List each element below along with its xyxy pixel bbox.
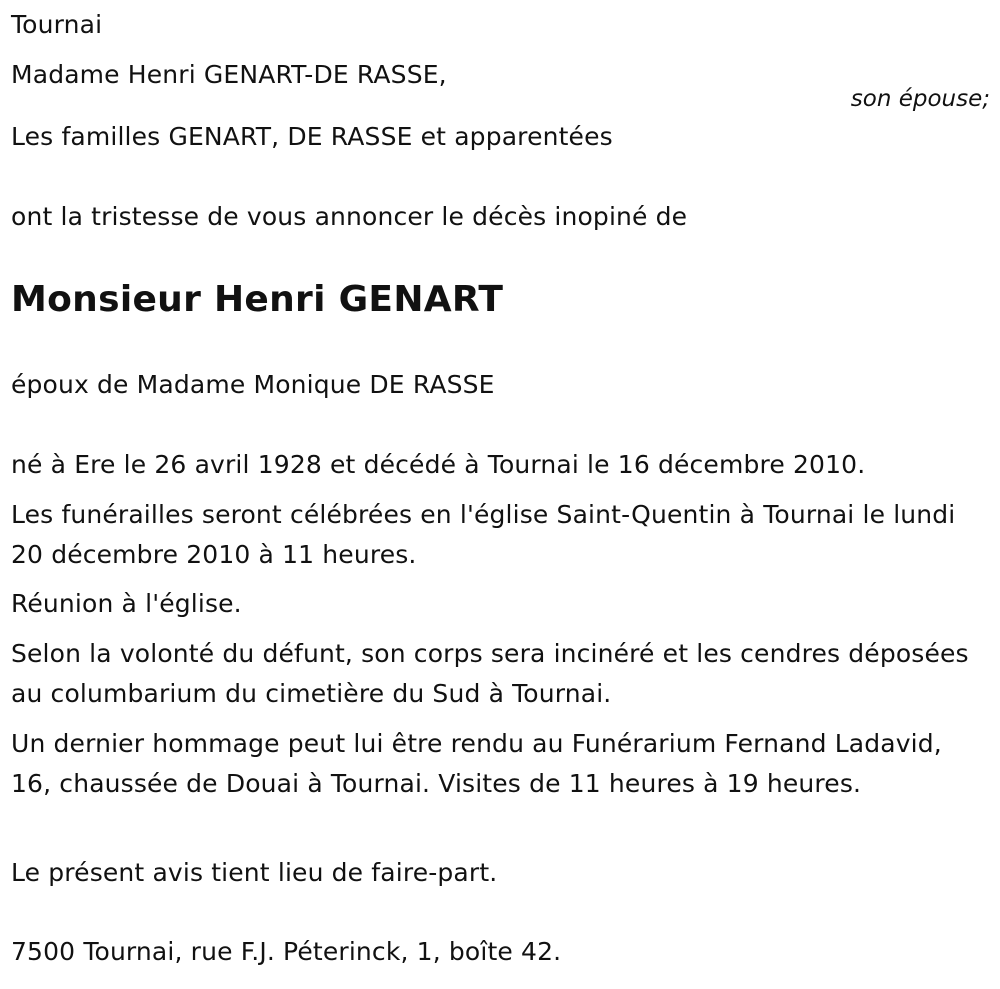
announcement-line: ont la tristesse de vous annoncer le décès inopiné de — [11, 202, 688, 231]
spouse-role: son épouse; — [850, 86, 990, 112]
address-line: 7500 Tournai, rue F.J. Péterinck, 1, boîte 42. — [11, 937, 562, 966]
notice-line: Le présent avis tient lieu de faire-part. — [11, 858, 498, 887]
birth-death-line: né à Ere le 26 avril 1928 et décédé à Tournai le 16 décembre 2010. — [11, 450, 866, 479]
homage-paragraph: Un dernier hommage peut lui être rendu au Funérarium Fernand Ladavid, 16, chaussée de Douai à Tournai. Visites de 11 heures à 19 heures. — [11, 729, 942, 798]
deceased-name: Monsieur Henri GENART — [11, 279, 504, 320]
city-heading: Tournai — [11, 10, 103, 39]
funeral-paragraph: Les funérailles seront célébrées en l'église Saint-Quentin à Tournai le lundi 20 décembre 2010 à 11 heures. — [11, 500, 956, 569]
families-line: Les familles GENART, DE RASSE et apparentées — [11, 122, 613, 151]
spouse-line: Madame Henri GENART-DE RASSE, — [11, 60, 447, 89]
spouse-of-line: époux de Madame Monique DE RASSE — [11, 370, 495, 399]
meeting-line: Réunion à l'église. — [11, 589, 242, 618]
cremation-paragraph: Selon la volonté du défunt, son corps sera incinéré et les cendres déposées au columbarium du cimetière du Sud à Tournai. — [11, 639, 969, 708]
